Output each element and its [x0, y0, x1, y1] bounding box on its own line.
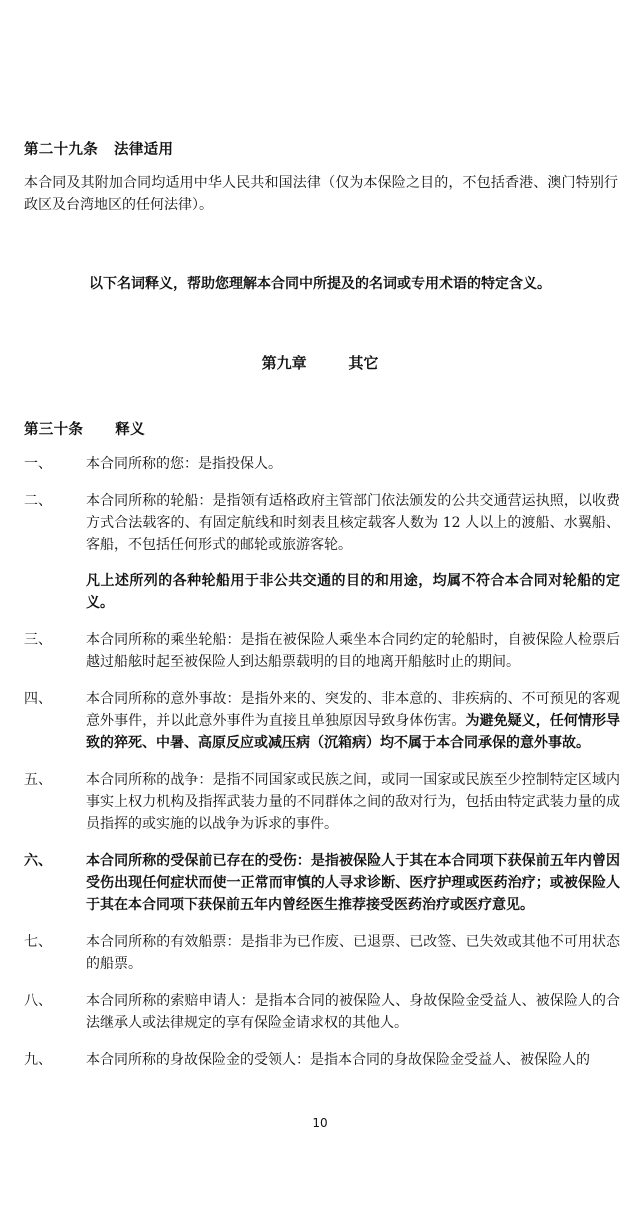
definition-item	[24, 629, 620, 673]
definition-text: 本合同所称的乘坐轮船：是指在被保险人乘坐本合同约定的轮船时，自被保险人检票后越过船舷时起至被保险人到达船票载明的目的地离开船舷时止的期间。	[86, 632, 620, 670]
definition-text: 本合同所称的受保前已存在的受伤：是指被保险人于其在本合同项下获保前五年内曾因受伤出现任何症状而使一正常而审慎的人寻求诊断、医疗护理或医药治疗；或被保险人于其在本合同项下获保前五年内曾经医生推荐接受医药治疗或医疗意见。	[86, 853, 620, 913]
definition-item	[24, 490, 620, 614]
definition-number: 六、	[24, 853, 52, 869]
article-29-heading: 第二十九条 法律适用	[24, 141, 174, 158]
definition-item	[24, 453, 620, 475]
definition-number: 三、	[24, 632, 52, 648]
definition-number: 二、	[24, 493, 52, 509]
definition-text	[86, 688, 620, 754]
article-30-heading: 第三十条 释义	[24, 421, 145, 438]
definition-text-bold-tail: 为避免疑义，任何情形导致的猝死、中暑、高原反应或减压病（沉箱病）均不属于本合同承保的意外事故。	[86, 713, 621, 751]
definition-item	[24, 931, 620, 975]
definition-number: 七、	[24, 934, 52, 950]
page-number: 10	[312, 1116, 328, 1130]
definition-text: 本合同所称的索赔申请人：是指本合同的被保险人、身故保险金受益人、被保险人的合法继承人或法律规定的享有保险金请求权的其他人。	[86, 993, 620, 1031]
definition-text: 本合同所称的战争：是指不同国家或民族之间，或同一国家或民族至少控制特定区域内事实上权力机构及指挥武装力量的不同群体之间的敌对行为，包括由特定武装力量的成员指挥的或实施的以战争为诉求的事件。	[86, 772, 620, 832]
definition-number: 一、	[24, 456, 52, 472]
definition-item	[24, 990, 620, 1034]
definition-text: 本合同所称的有效船票：是指非为已作废、已退票、已改签、已失效或其他不可用状态的船票。	[86, 934, 620, 972]
article-29-text: 本合同及其附加合同均适用中华人民共和国法律（仅为本保险之目的，不包括香港、澳门特别行政区及台湾地区的任何法律）。	[24, 175, 618, 213]
definition-text: 本合同所称的身故保险金的受领人：是指本合同的身故保险金受益人、被保险人的	[86, 1052, 590, 1068]
definition-text: 本合同所称的轮船：是指领有适格政府主管部门依法颁发的公共交通营运执照，以收费方式合法载客的、有固定航线和时刻表且核定载客人数为 12 人以上的渡船、水翼船、客船，不包括任何形式的邮轮或旅游客轮。	[86, 493, 620, 553]
chapter-title: 第九章 其它	[261, 354, 379, 372]
definition-item	[24, 688, 620, 754]
definition-number: 八、	[24, 993, 52, 1009]
definition-bold-note: 凡上述所列的各种轮船用于非公共交通的目的和用途，均属不符合本合同对轮船的定义。	[86, 573, 620, 611]
definition-text: 本合同所称的您：是指投保人。	[86, 456, 282, 472]
definition-number: 九、	[24, 1052, 52, 1068]
intro-note: 以下名词释义，帮助您理解本合同中所提及的名词或专用术语的特定含义。	[89, 276, 551, 292]
definition-number: 五、	[24, 772, 52, 788]
definition-text-plain: 本合同所称的意外事故：是指外来的、突发的、非本意的、非疾病的、不可预见的客观意外事件，并以此意外事件为直接且单独原因导致身体伤害。	[86, 691, 620, 729]
definitions-list	[24, 453, 620, 1086]
definition-number: 四、	[24, 691, 52, 707]
definition-item	[24, 769, 620, 835]
definition-item	[24, 850, 620, 916]
definition-item	[24, 1049, 620, 1071]
